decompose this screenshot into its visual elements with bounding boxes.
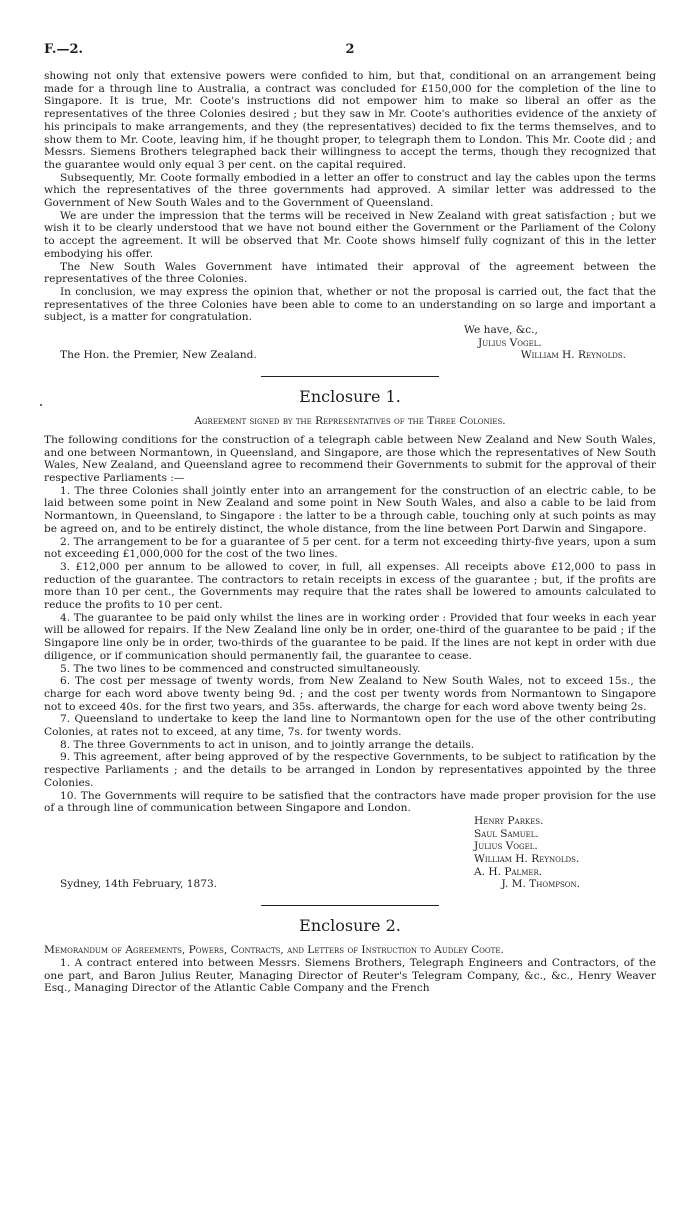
page-number: 2	[345, 42, 355, 57]
signatory-vogel: Julius Vogel.	[478, 336, 542, 349]
clause: 9. This agreement, after being approved of by the respective Governments, to be subject to ratification by the respective Parliaments ; and the details to be arranged in London by representatives appointed by the three Colonies.	[44, 751, 656, 789]
enclosure-2	[44, 916, 656, 995]
letter-paragraph: We are under the impression that the terms will be received in New Zealand with great satisfaction ; but we wish it to be clearly understood that we have not bound either the Government or the Parliament of the Colony to accept the agreement. It will be observed that Mr. Coote shows himself fully cognizant of this in the letter embodying his offer.	[44, 209, 656, 260]
enclosure-2-title: Enclosure 2.	[299, 916, 401, 936]
date-line	[44, 878, 656, 891]
section-divider	[261, 376, 439, 377]
agreement-date: Sydney, 14th February, 1873.	[60, 878, 218, 891]
addressee-line	[44, 349, 656, 362]
clause: 3. £12,000 per annum to be allowed to cover, in full, all expenses. All receipts above £12,000 to pass in reduction of the guarantee. The contractors to retain receipts in excess of the guarantee ; but, if the profits are more than 10 per cent., the Governments may require that the rates shall be lowered to amounts calculated to reduce the profits to 10 per cent.	[44, 560, 656, 612]
letter-paragraph: The New South Wales Government have intimated their approval of the agreement between the representatives of the three Colonies.	[44, 260, 656, 286]
signatory: William H. Reynolds.	[474, 853, 580, 866]
signatory: Saul Samuel.	[474, 827, 539, 840]
signatory-reynolds: William H. Reynolds.	[520, 349, 626, 362]
enclosure-2-subtitle: Memorandum of Agreements, Powers, Contracts, and Letters of Instruction to Audley Coote.	[44, 944, 504, 957]
letter-paragraph: In conclusion, we may express the opinion that, whether or not the proposal is carried out, the fact that the representatives of the three Colonies have been able to come to an understanding on so large and important a subject, is a matter for congratulation.	[44, 285, 656, 324]
closing: We have, &c.,	[464, 324, 538, 337]
enclosure-1	[44, 387, 656, 891]
signatory: Julius Vogel.	[474, 840, 538, 853]
letter-signature	[464, 324, 656, 349]
enclosure-1-signatories	[474, 815, 656, 879]
addressee: The Hon. the Premier, New Zealand.	[60, 349, 257, 362]
clause: 2. The arrangement to be for a guarantee of 5 per cent. for a term not exceeding thirty-five years, upon a sum not exceeding £1,000,000 for the cost of the two lines.	[44, 535, 656, 561]
clause: 10. The Governments will require to be satisfied that the contractors have made proper provision for the use of a through line of communication between Singapore and London.	[44, 789, 656, 815]
section-divider	[261, 905, 439, 906]
letter-body	[44, 70, 656, 324]
letter-paragraph: showing not only that extensive powers were confided to him, but that, conditional on an arrangement being made for a through line to Australia, a contract was concluded for £150,000 for the completion of the line to Singapore. It is true, Mr. Coote's instructions did not empower him to make so liberal an offer as the representatives of the three Colonies desired ; but they saw in Mr. Coote's authorities evidence of the anxiety of his principals to make arrangements, and they (the representatives) decided to fix the terms themselves, and to show them to Mr. Coote, leaving him, if he thought proper, to telegraph them to London. This Mr. Coote did ; and Messrs. Siemens Brothers telegraphed back their willingness to accept the terms, though they recognized that the guarantee would only equal 3 per cent. on the capital required.	[44, 70, 656, 171]
document-reference: F.—2.	[44, 42, 84, 57]
clause: 1. The three Colonies shall jointly enter into an arrangement for the construction of an electric cable, to be laid between some point in New Zealand and some point in New South Wales, and also a cable to be laid from Normantown, in Queensland, to Singapore : the latter to be a through cable, touching only at such points as may be agreed on, and to be entirely distinct, the whole distance, from the line between Port Darwin and Singapore.	[44, 484, 656, 535]
clause: 4. The guarantee to be paid only whilst the lines are in working order : Provided that four weeks in each year will be allowed for repairs. If the New Zealand line only be in order, one-third of the guarantee to be paid ; if the Singapore line only be in order, two-thirds of the guarantee to be paid. If the lines are not kept in order with due diligence, or if communication should permanently fail, the guarantee to cease.	[44, 611, 656, 662]
stray-mark	[40, 404, 42, 406]
enclosure-1-title: Enclosure 1.	[299, 387, 401, 407]
enclosure-1-subtitle: Agreement signed by the Representatives of the Three Colonies.	[194, 415, 506, 428]
letter-paragraph: Subsequently, Mr. Coote formally embodied in a letter an offer to construct and lay the cables upon the terms which the representatives of the three governments had approved. A similar letter was addressed to the Government of New South Wales and to the Government of Queensland.	[44, 171, 656, 210]
clause: 8. The three Governments to act in unison, and to jointly arrange the details.	[60, 738, 475, 751]
clause: 1. A contract entered into between Messrs. Siemens Brothers, Telegraph Engineers and Contractors, of the one part, and Baron Julius Reuter, Managing Director of Reuter's Telegram Company, &c., &c., Henry Weaver Esq., Managing Director of the Atlantic Cable Company and the French	[44, 956, 656, 995]
signatory: A. H. Palmer.	[474, 865, 543, 878]
page-header	[44, 44, 656, 70]
clause: 7. Queensland to undertake to keep the land line to Normantown open for the use of the other contributing Colonies, at rates not to exceed, at any time, 7s. for twenty words.	[44, 713, 656, 739]
enclosure-1-intro: The following conditions for the construction of a telegraph cable between New Zealand and New South Wales, and one between Normantown, in Queensland, and Singapore, are those which the representatives of New South Wales, New Zealand, and Queensland agree to recommend their Governments to submit for the approval of their respective Parliaments :—	[44, 433, 656, 484]
clause: 5. The two lines to be commenced and constructed simultaneously.	[60, 662, 421, 675]
signatory: Henry Parkes.	[474, 814, 544, 827]
clause: 6. The cost per message of twenty words, from New Zealand to New South Wales, not to exceed 15s., the charge for each word above twenty being 9d. ; and the cost per twenty words from Normantown to Singapore not to exceed 40s. for the first two years, and 35s. afterwards, the charge for each word above twenty being 2s.	[44, 675, 656, 713]
signatory: J. M. Thompson.	[501, 878, 580, 891]
